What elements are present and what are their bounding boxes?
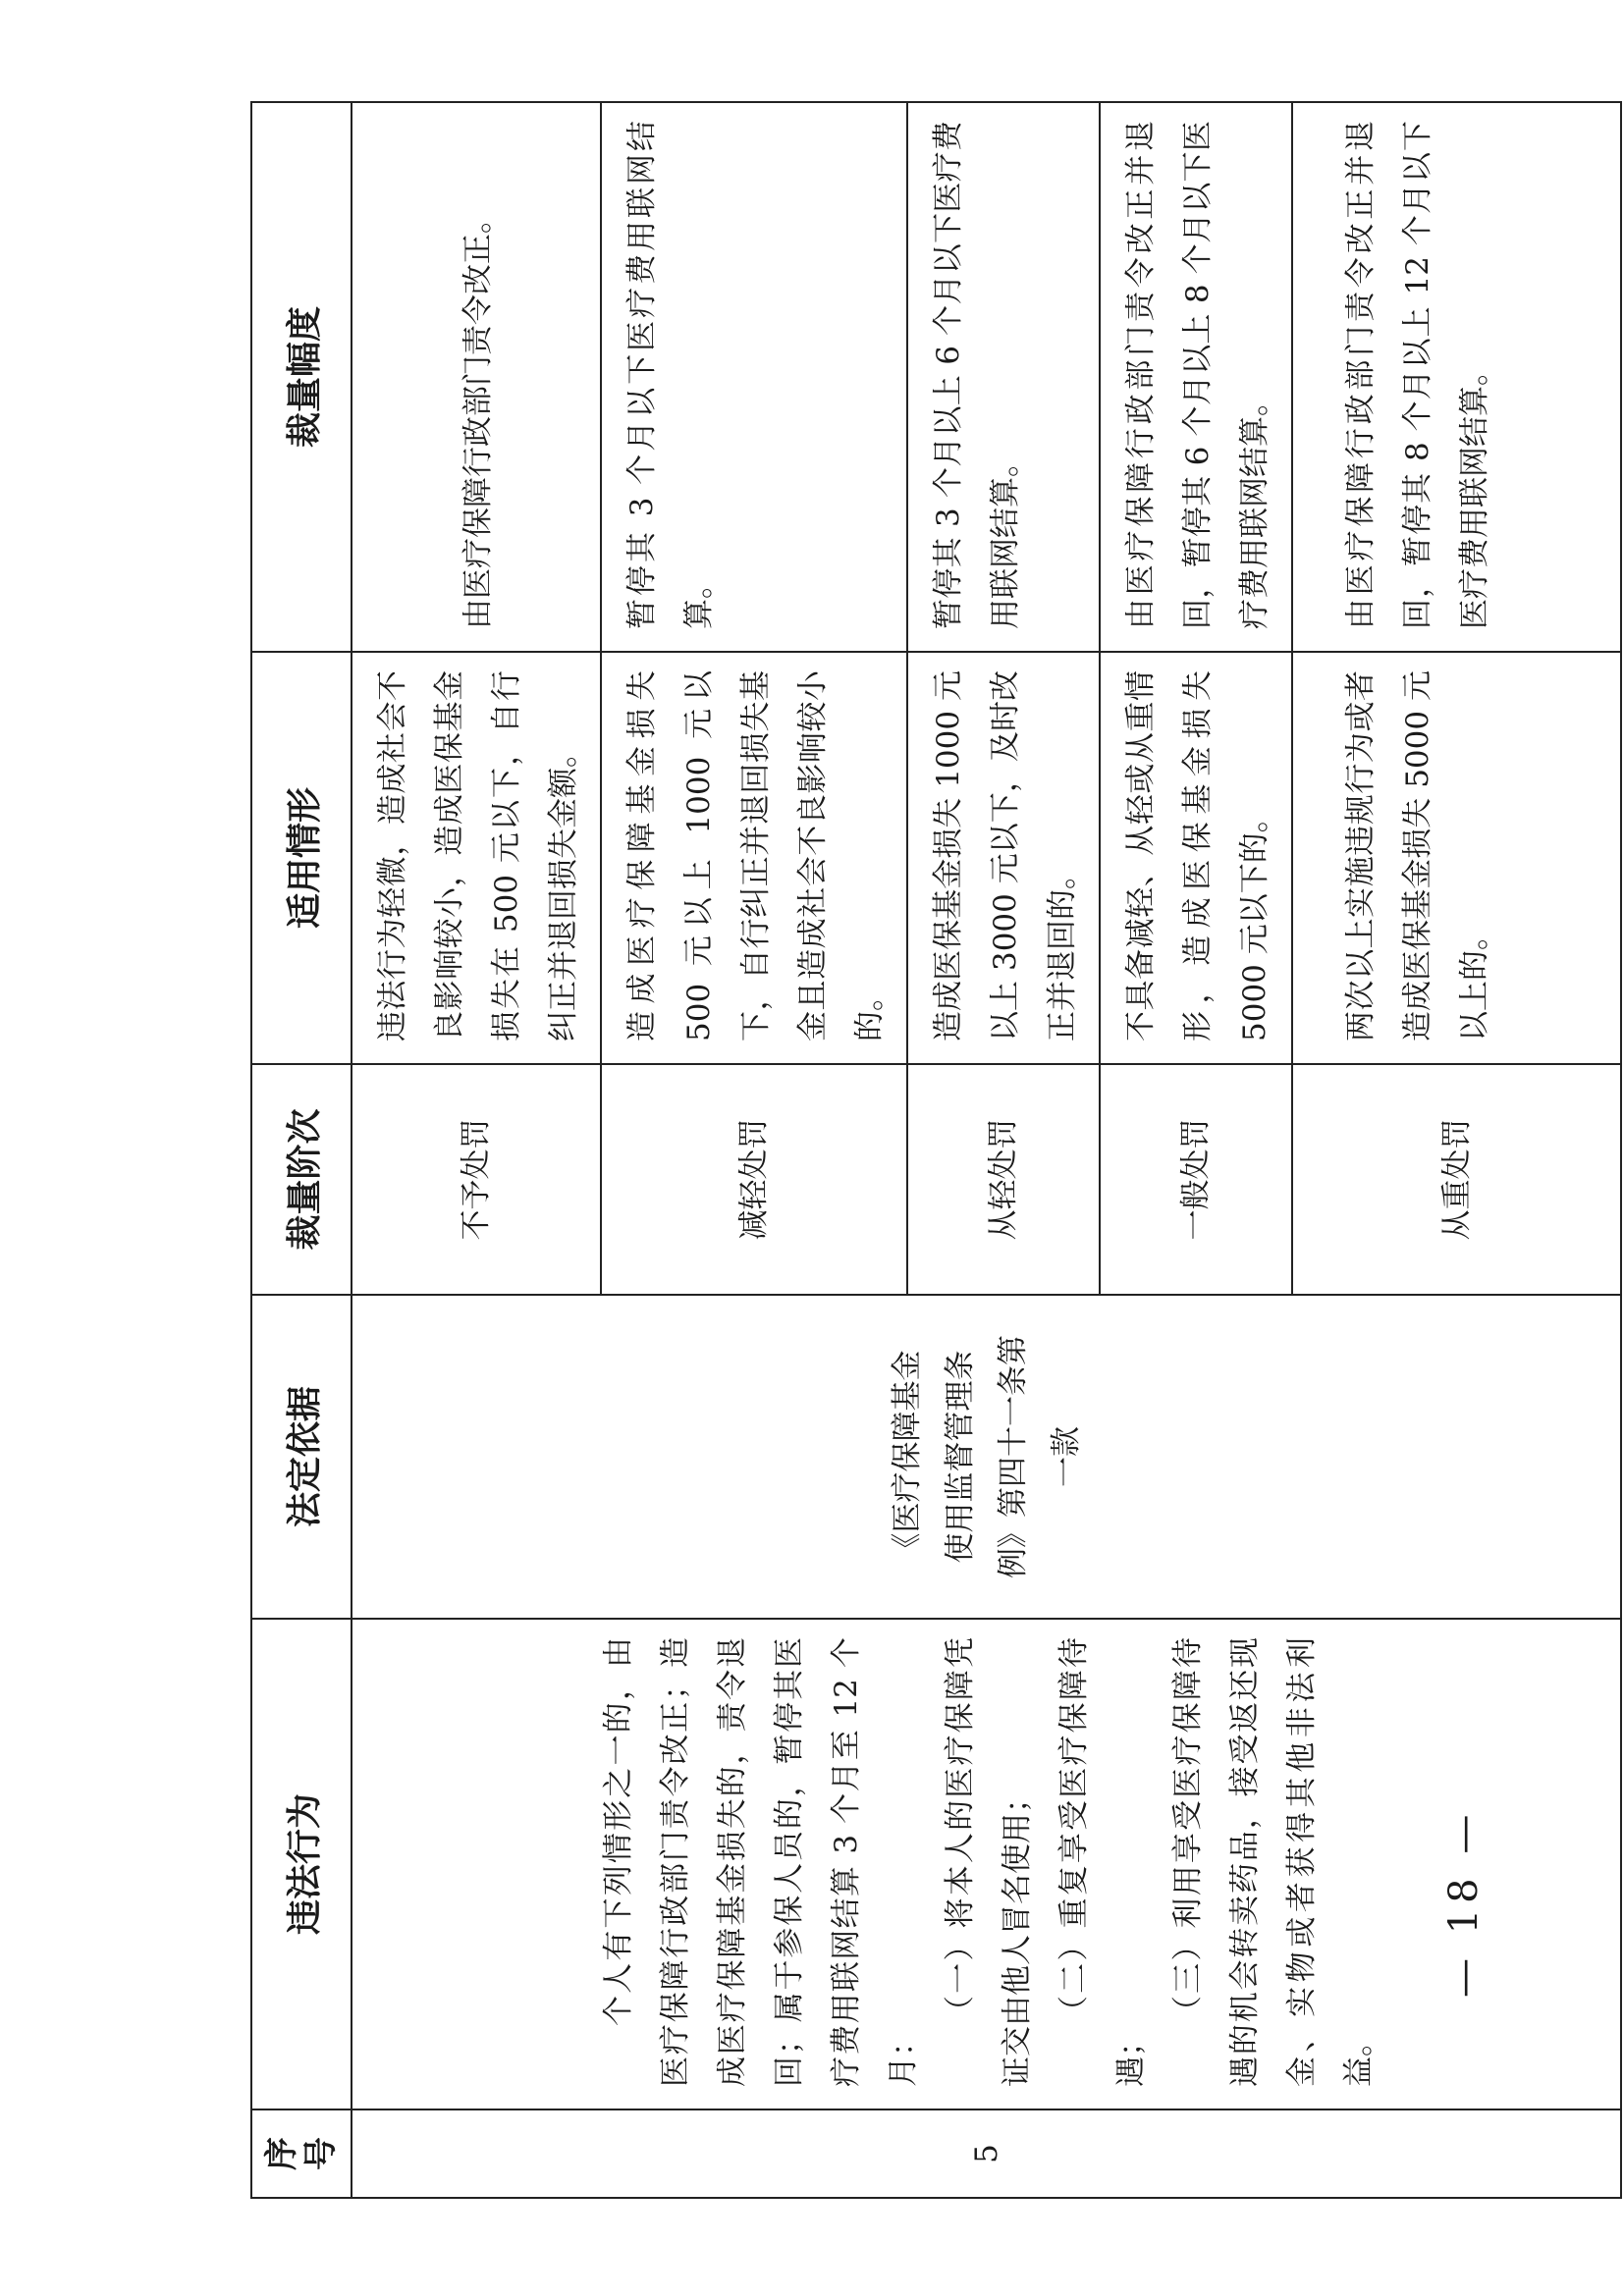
situation-cell: 不具备减轻、从轻或从重情形，造成医保基金损失 5000 元以下的。 xyxy=(1100,652,1292,1064)
behavior-item-3: （三）利用享受医疗保障待遇的机会转卖药品，接受返还现金、实物或者获得其他非法利益。 xyxy=(1169,1637,1377,2087)
header-seq: 序 号 xyxy=(251,2109,352,2198)
range-cell: 暂停其 3 个月以下医疗费用联网结算。 xyxy=(601,102,907,652)
situation-cell: 两次以上实施违规行为或者造成医保基金损失 5000 元以上的。 xyxy=(1292,652,1621,1064)
legal-basis-cell xyxy=(352,1295,1621,1619)
range-cell: 暂停其 3 个月以上 6 个月以下医疗费用联网结算。 xyxy=(907,102,1100,652)
header-basis: 法定依据 xyxy=(251,1295,352,1619)
level-cell: 从重处罚 xyxy=(1292,1064,1621,1295)
behavior-intro: 个人有下列情形之一的，由医疗保障行政部门责令改正；造成医疗保障基金损失的，责令退回；属于参保人员的，暂停其医疗费用联网结算 3 个月至 12 个月： xyxy=(600,1637,921,2087)
range-cell: 由医疗保障行政部门责令改正。 xyxy=(352,102,601,652)
basis-line: 一款 xyxy=(1048,1426,1084,1487)
situation-cell: 违法行为轻微，造成社会不良影响较小，造成医保基金损失在 500 元以下，自行纠正并退回损失金额。 xyxy=(352,652,601,1064)
seq-cell: 5 xyxy=(352,2109,1621,2198)
behavior-item-1: （一）将本人的医疗保障凭证交由他人冒名使用； xyxy=(942,1637,1035,2087)
table-row xyxy=(352,102,601,2198)
basis-line: 例》第四十一条第 xyxy=(995,1335,1031,1578)
basis-line: 《医疗保障基金 xyxy=(889,1350,925,1564)
page-number: — 18 — xyxy=(1441,1808,1487,1998)
table-header-row xyxy=(251,102,352,2198)
level-cell: 不予处罚 xyxy=(352,1064,601,1295)
situation-cell: 造成医保基金损失 1000 元以上 3000 元以下，及时改正并退回的。 xyxy=(907,652,1100,1064)
range-cell: 由医疗保障行政部门责令改正并退回，暂停其 6 个月以上 8 个月以下医疗费用联网结算。 xyxy=(1100,102,1292,652)
header-range: 裁量幅度 xyxy=(251,102,352,652)
basis-line: 使用监督管理条 xyxy=(942,1350,978,1564)
header-situation: 适用情形 xyxy=(251,652,352,1064)
level-cell: 一般处罚 xyxy=(1100,1064,1292,1295)
header-level: 裁量阶次 xyxy=(251,1064,352,1295)
situation-cell: 造成医疗保障基金损失 500 元以上 1000 元以下，自行纠正并退回损失基金且造成社会不良影响较小的。 xyxy=(601,652,907,1064)
header-behavior: 违法行为 xyxy=(251,1619,352,2109)
level-cell: 从轻处罚 xyxy=(907,1064,1100,1295)
level-cell: 减轻处罚 xyxy=(601,1064,907,1295)
range-cell: 由医疗保障行政部门责令改正并退回，暂停其 8 个月以上 12 个月以下医疗费用联网结算。 xyxy=(1292,102,1621,652)
penalty-discretion-table xyxy=(250,101,1622,2199)
behavior-item-2: （二）重复享受医疗保障待遇； xyxy=(1056,1637,1149,2087)
behavior-cell xyxy=(352,1619,1621,2109)
